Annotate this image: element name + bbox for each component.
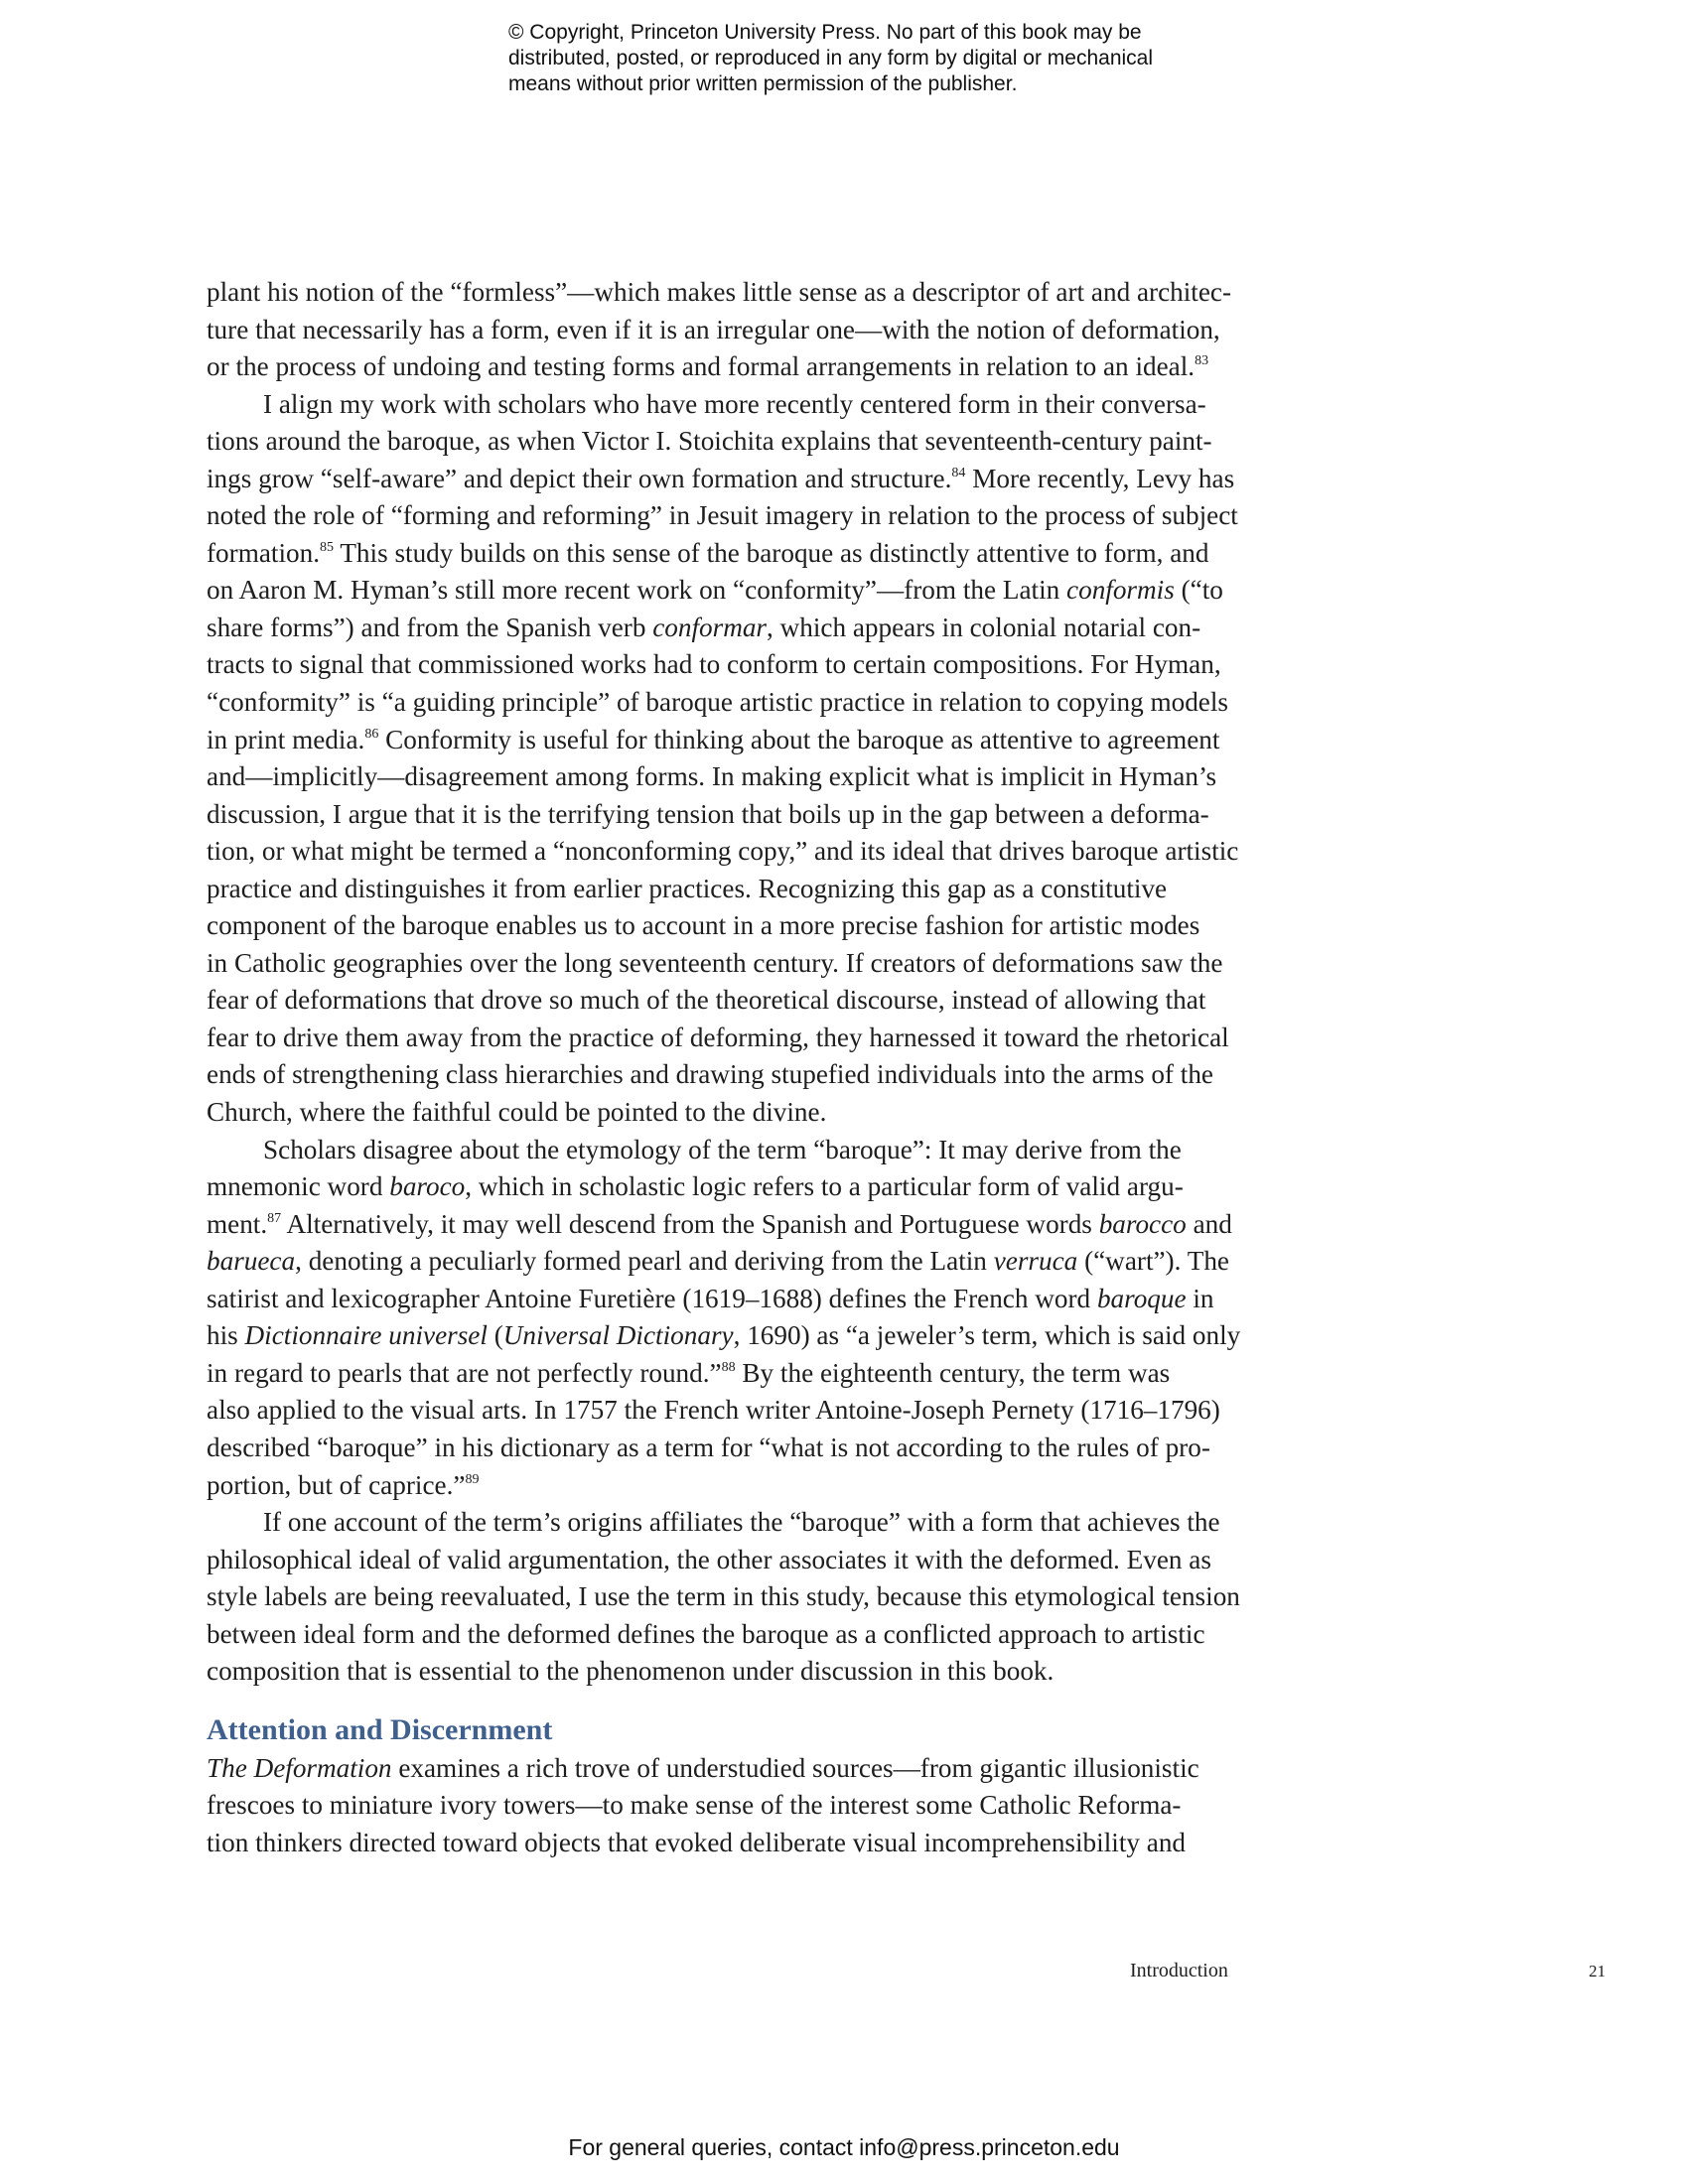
text-run: This study builds on this sense of the baroque as distinctly attentive to form, and [334, 537, 1209, 568]
footnote-marker: 87 [267, 1210, 282, 1226]
text-run: portion, but of caprice.” [207, 1469, 466, 1500]
footnote-marker: 83 [1195, 353, 1209, 369]
text-line [207, 1355, 1259, 1393]
running-head: Introduction [1130, 1960, 1228, 1981]
text-run: on Aaron M. Hyman’s still more recent work on “conformity”—from the Latin [207, 575, 1067, 606]
text-run: in print media. [207, 724, 365, 754]
text-line [207, 1168, 1259, 1206]
footnote-marker: 86 [364, 726, 379, 742]
text-line: tion thinkers directed toward objects that evoked deliberate visual incomprehensibility and [207, 1827, 1187, 1857]
text-line: “conformity” is “a guiding principle” of baroque artistic practice in relation to copying models [207, 687, 1229, 718]
text-line: frescoes to miniature ivory towers—to make sense of the interest some Catholic Reforma- [207, 1790, 1182, 1821]
italic-title: Universal Dictionary [502, 1320, 734, 1351]
text-line: noted the role of “forming and reforming” in Jesuit imagery in relation to the process of subject [207, 500, 1238, 531]
italic-term: baroque [1096, 1283, 1187, 1313]
page-number: 21 [1589, 1962, 1606, 1980]
section-heading: Attention and Discernment [207, 1712, 553, 1746]
text-run: (“wart”). The [1077, 1246, 1229, 1277]
text-run: in [1186, 1283, 1214, 1313]
text-line: philosophical ideal of valid argumentation, the other associates it with the deformed. Even as [207, 1544, 1211, 1574]
text-run: and [1186, 1208, 1232, 1239]
text-line: discussion, I argue that it is the terrifying tension that boils up in the gap between a deforma- [207, 798, 1209, 829]
text-line: described “baroque” in his dictionary as a term for “what is not according to the rules of pro- [207, 1432, 1210, 1462]
copyright-line: means without prior written permission of the publisher. [508, 72, 1018, 95]
text-run: , denoting a peculiarly formed pearl and deriving from the Latin [295, 1246, 994, 1277]
text-run: in regard to pearls that are not perfectly round.” [207, 1357, 722, 1388]
text-run: By the eighteenth century, the term was [735, 1357, 1171, 1388]
text-run: share forms”) and from the Spanish verb [207, 612, 653, 642]
italic-term: barueca [207, 1246, 296, 1277]
text-run: or the process of undoing and testing forms and formal arrangements in relation to an ideal. [207, 351, 1196, 382]
copyright-notice [508, 20, 1263, 97]
text-line: also applied to the visual arts. In 1757 the French writer Antoine-Joseph Pernety (1716–1796) [207, 1395, 1220, 1426]
text-line: tracts to signal that commissioned works had to conform to certain compositions. For Hyman, [207, 649, 1221, 680]
text-line: and—implicitly—disagreement among forms. In making explicit what is implicit in Hyman’s [207, 761, 1217, 792]
text-line: tion, or what might be termed a “nonconforming copy,” and its ideal that drives baroque artistic [207, 836, 1239, 867]
text-line [207, 722, 1259, 759]
text-run: mnemonic word [207, 1171, 390, 1202]
text-line [207, 572, 1259, 610]
text-run: formation. [207, 537, 321, 568]
text-line [207, 535, 1259, 573]
text-line: fear to drive them away from the practice of deforming, they harnessed it toward the rhetorical [207, 1022, 1229, 1052]
text-line [207, 1243, 1259, 1281]
italic-term: verruca [993, 1246, 1078, 1277]
text-line [207, 1467, 1259, 1505]
text-line: Church, where the faithful could be pointed to the divine. [207, 1097, 827, 1128]
text-run: ( [487, 1320, 503, 1351]
text-line: ends of strengthening class hierarchies and drawing stupefied individuals into the arms of the [207, 1059, 1213, 1090]
text-run: his [207, 1320, 245, 1351]
text-run: examines a rich trove of understudied sources—from gigantic illusionistic [391, 1752, 1199, 1783]
paragraph-start: If one account of the term’s origins affiliates the “baroque” with a form that achieves the [263, 1507, 1220, 1538]
text-line: practice and distinguishes it from earlier practices. Recognizing this gap as a constitutive [207, 873, 1168, 903]
text-run: ment. [207, 1208, 268, 1239]
text-run: , which appears in colonial notarial con- [767, 612, 1201, 642]
text-line: ture that necessarily has a form, even if it is an irregular one—with the notion of deformation, [207, 314, 1220, 344]
main-text [207, 274, 1259, 1861]
text-line: in Catholic geographies over the long seventeenth century. If creators of deformations saw the [207, 947, 1223, 978]
paragraph-start: Scholars disagree about the etymology of the term “baroque”: It may derive from the [263, 1134, 1182, 1164]
italic-title: The Deformation [207, 1752, 392, 1783]
text-line [207, 461, 1259, 498]
text-line: composition that is essential to the phenomenon under discussion in this book. [207, 1656, 1055, 1687]
text-run: , 1690) as “a jeweler’s term, which is said only [733, 1320, 1241, 1351]
footnote-marker: 84 [951, 465, 966, 480]
text-line [207, 1317, 1259, 1355]
italic-term: conformis [1066, 575, 1175, 606]
text-line: fear of deformations that drove so much of the theoretical discourse, instead of allowing that [207, 985, 1206, 1016]
footnote-marker: 88 [721, 1359, 736, 1375]
text-run: , which in scholastic logic refers to a particular form of valid argu- [465, 1171, 1184, 1202]
text-line [207, 1281, 1259, 1318]
text-line: style labels are being reevaluated, I use the term in this study, because this etymological tension [207, 1581, 1240, 1612]
paragraph-start: I align my work with scholars who have more recently centered form in their conversa- [263, 388, 1206, 419]
text-line: between ideal form and the deformed defines the baroque as a conflicted approach to artistic [207, 1618, 1205, 1649]
italic-term: barocco [1098, 1208, 1187, 1239]
text-run: ings grow “self-aware” and depict their own formation and structure. [207, 463, 952, 493]
text-line: tions around the baroque, as when Victor I. Stoichita explains that seventeenth-century paint- [207, 426, 1212, 457]
text-line: component of the baroque enables us to account in a more precise fashion for artistic modes [207, 910, 1200, 941]
text-line [207, 610, 1259, 647]
text-run: (“to [1174, 575, 1223, 606]
italic-title: Dictionnaire universel [244, 1320, 488, 1351]
text-run: Alternatively, it may well descend from the Spanish and Portuguese words [281, 1208, 1099, 1239]
text-line [207, 348, 1259, 386]
paragraph-start [207, 1750, 1259, 1788]
text-run: More recently, Levy has [965, 463, 1235, 493]
italic-term: baroco [389, 1171, 466, 1202]
footnote-marker: 89 [465, 1471, 480, 1487]
text-line: plant his notion of the “formless”—which makes little sense as a descriptor of art and architec- [207, 277, 1232, 307]
text-run: satirist and lexicographer Antoine Furetière (1619–1688) defines the French word [207, 1283, 1097, 1313]
text-run: Conformity is useful for thinking about the baroque as attentive to agreement [378, 724, 1220, 754]
copyright-line: © Copyright, Princeton University Press. No part of this book may be [508, 21, 1142, 44]
footnote-marker: 85 [320, 539, 335, 555]
text-line [207, 1206, 1259, 1244]
footer-contact: For general queries, contact info@press.princeton.edu [568, 2134, 1120, 2160]
italic-term: conformar [652, 612, 768, 642]
copyright-line: distributed, posted, or reproduced in any form by digital or mechanical [508, 47, 1154, 69]
